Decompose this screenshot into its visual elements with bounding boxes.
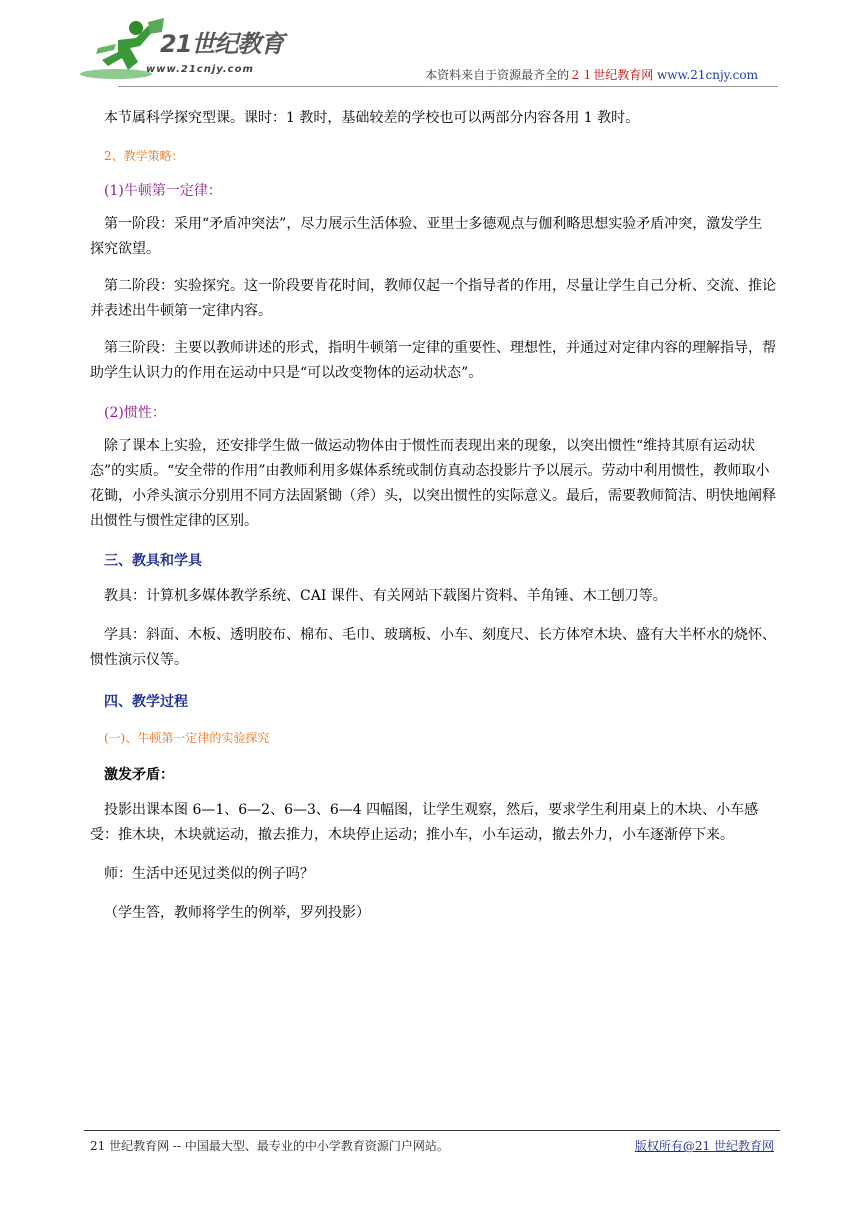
document-body — [90, 100, 776, 926]
header-source-note — [425, 66, 758, 83]
logo-url: www.21cnjy.com — [146, 64, 254, 75]
site-logo[interactable] — [78, 18, 298, 82]
header-note-brand: ２１世纪教育网 — [569, 68, 654, 82]
newton-first-law-heading: (1)牛顿第一定律： — [104, 183, 222, 199]
footer-copyright-link[interactable]: 版权所有@21 世纪教育网 — [634, 1139, 774, 1153]
header-divider — [118, 86, 778, 87]
conflict-heading: 激发矛盾： — [104, 767, 174, 783]
student-answer: （学生答，教师将学生的例举，罗列投影） — [104, 905, 370, 921]
logo-text: 21世纪教育 — [160, 30, 284, 58]
intro-paragraph: 本节属科学探究型课。课时：1 教时，基础较差的学校也可以两部分内容各用 1 教时。 — [104, 110, 640, 126]
footer-divider — [84, 1130, 780, 1131]
section3-heading: 三、教具和学具 — [104, 553, 202, 569]
teacher-tools-paragraph: 教具：计算机多媒体教学系统、CAI 课件、有关网站下载图片资料、羊角锤、木工刨刀等。 — [104, 588, 667, 604]
projection-paragraph: 投影出课本图 6—1、6—2、6—3、6—4 四幅图，让学生观察，然后，要求学生利用桌上的木块、小车感受：推木块，木块就运动，撤去推力，木块停止运动；推小车，小车运动，撤去外力，小车逐渐停下来。 — [90, 802, 759, 843]
page-header — [78, 18, 778, 88]
stage1-paragraph: 第一阶段：采用“矛盾冲突法”，尽力展示生活体验、亚里士多德观点与伽利略思想实验矛盾冲突，激发学生探究欲望。 — [90, 216, 763, 257]
inertia-heading: (2)惯性： — [104, 405, 166, 421]
stage2-paragraph: 第二阶段：实验探究。这一阶段要肯花时间，教师仅起一个指导者的作用，尽量让学生自己分析、交流、推论并表述出牛顿第一定律内容。 — [90, 278, 776, 319]
part1-heading: (一)、牛顿第一定律的实验探究 — [104, 731, 270, 745]
footer-site-description: 21 世纪教育网 -- 中国最大型、最专业的中小学教育资源门户网站。 — [90, 1139, 449, 1153]
stage3-paragraph: 第三阶段：主要以教师讲述的形式，指明牛顿第一定律的重要性、理想性，并通过对定律内容的理解指导，帮助学生认识力的作用在运动中只是“可以改变物体的运动状态”。 — [90, 340, 776, 381]
header-note-url[interactable]: www.21cnjy.com — [657, 68, 758, 82]
section4-heading: 四、教学过程 — [104, 694, 188, 710]
header-note-prefix: 本资料来自于资源最齐全的 — [425, 68, 570, 82]
teacher-question: 师：生活中还见过类似的例子吗？ — [104, 866, 314, 882]
inertia-paragraph: 除了课本上实验，还安排学生做一做运动物体由于惯性而表现出来的现象，以突出惯性“维持其原有运动状态”的实质。“安全带的作用”由教师利用多媒体系统或制仿真动态投影片予以展示。劳动中利用惯性，教师取小花锄，小斧头演示分别用不同方法固紧锄（斧）头，以突出惯性的实际意义。最后，需要教师简洁、明快地阐释出惯性与惯性定律的区别。 — [90, 438, 776, 529]
strategy-heading: 2、教学策略： — [104, 149, 184, 163]
student-tools-paragraph: 学具：斜面、木板、透明胶布、棉布、毛巾、玻璃板、小车、刻度尺、长方体窄木块、盛有大半杯水的烧怀、惯性演示仪等。 — [90, 627, 776, 668]
